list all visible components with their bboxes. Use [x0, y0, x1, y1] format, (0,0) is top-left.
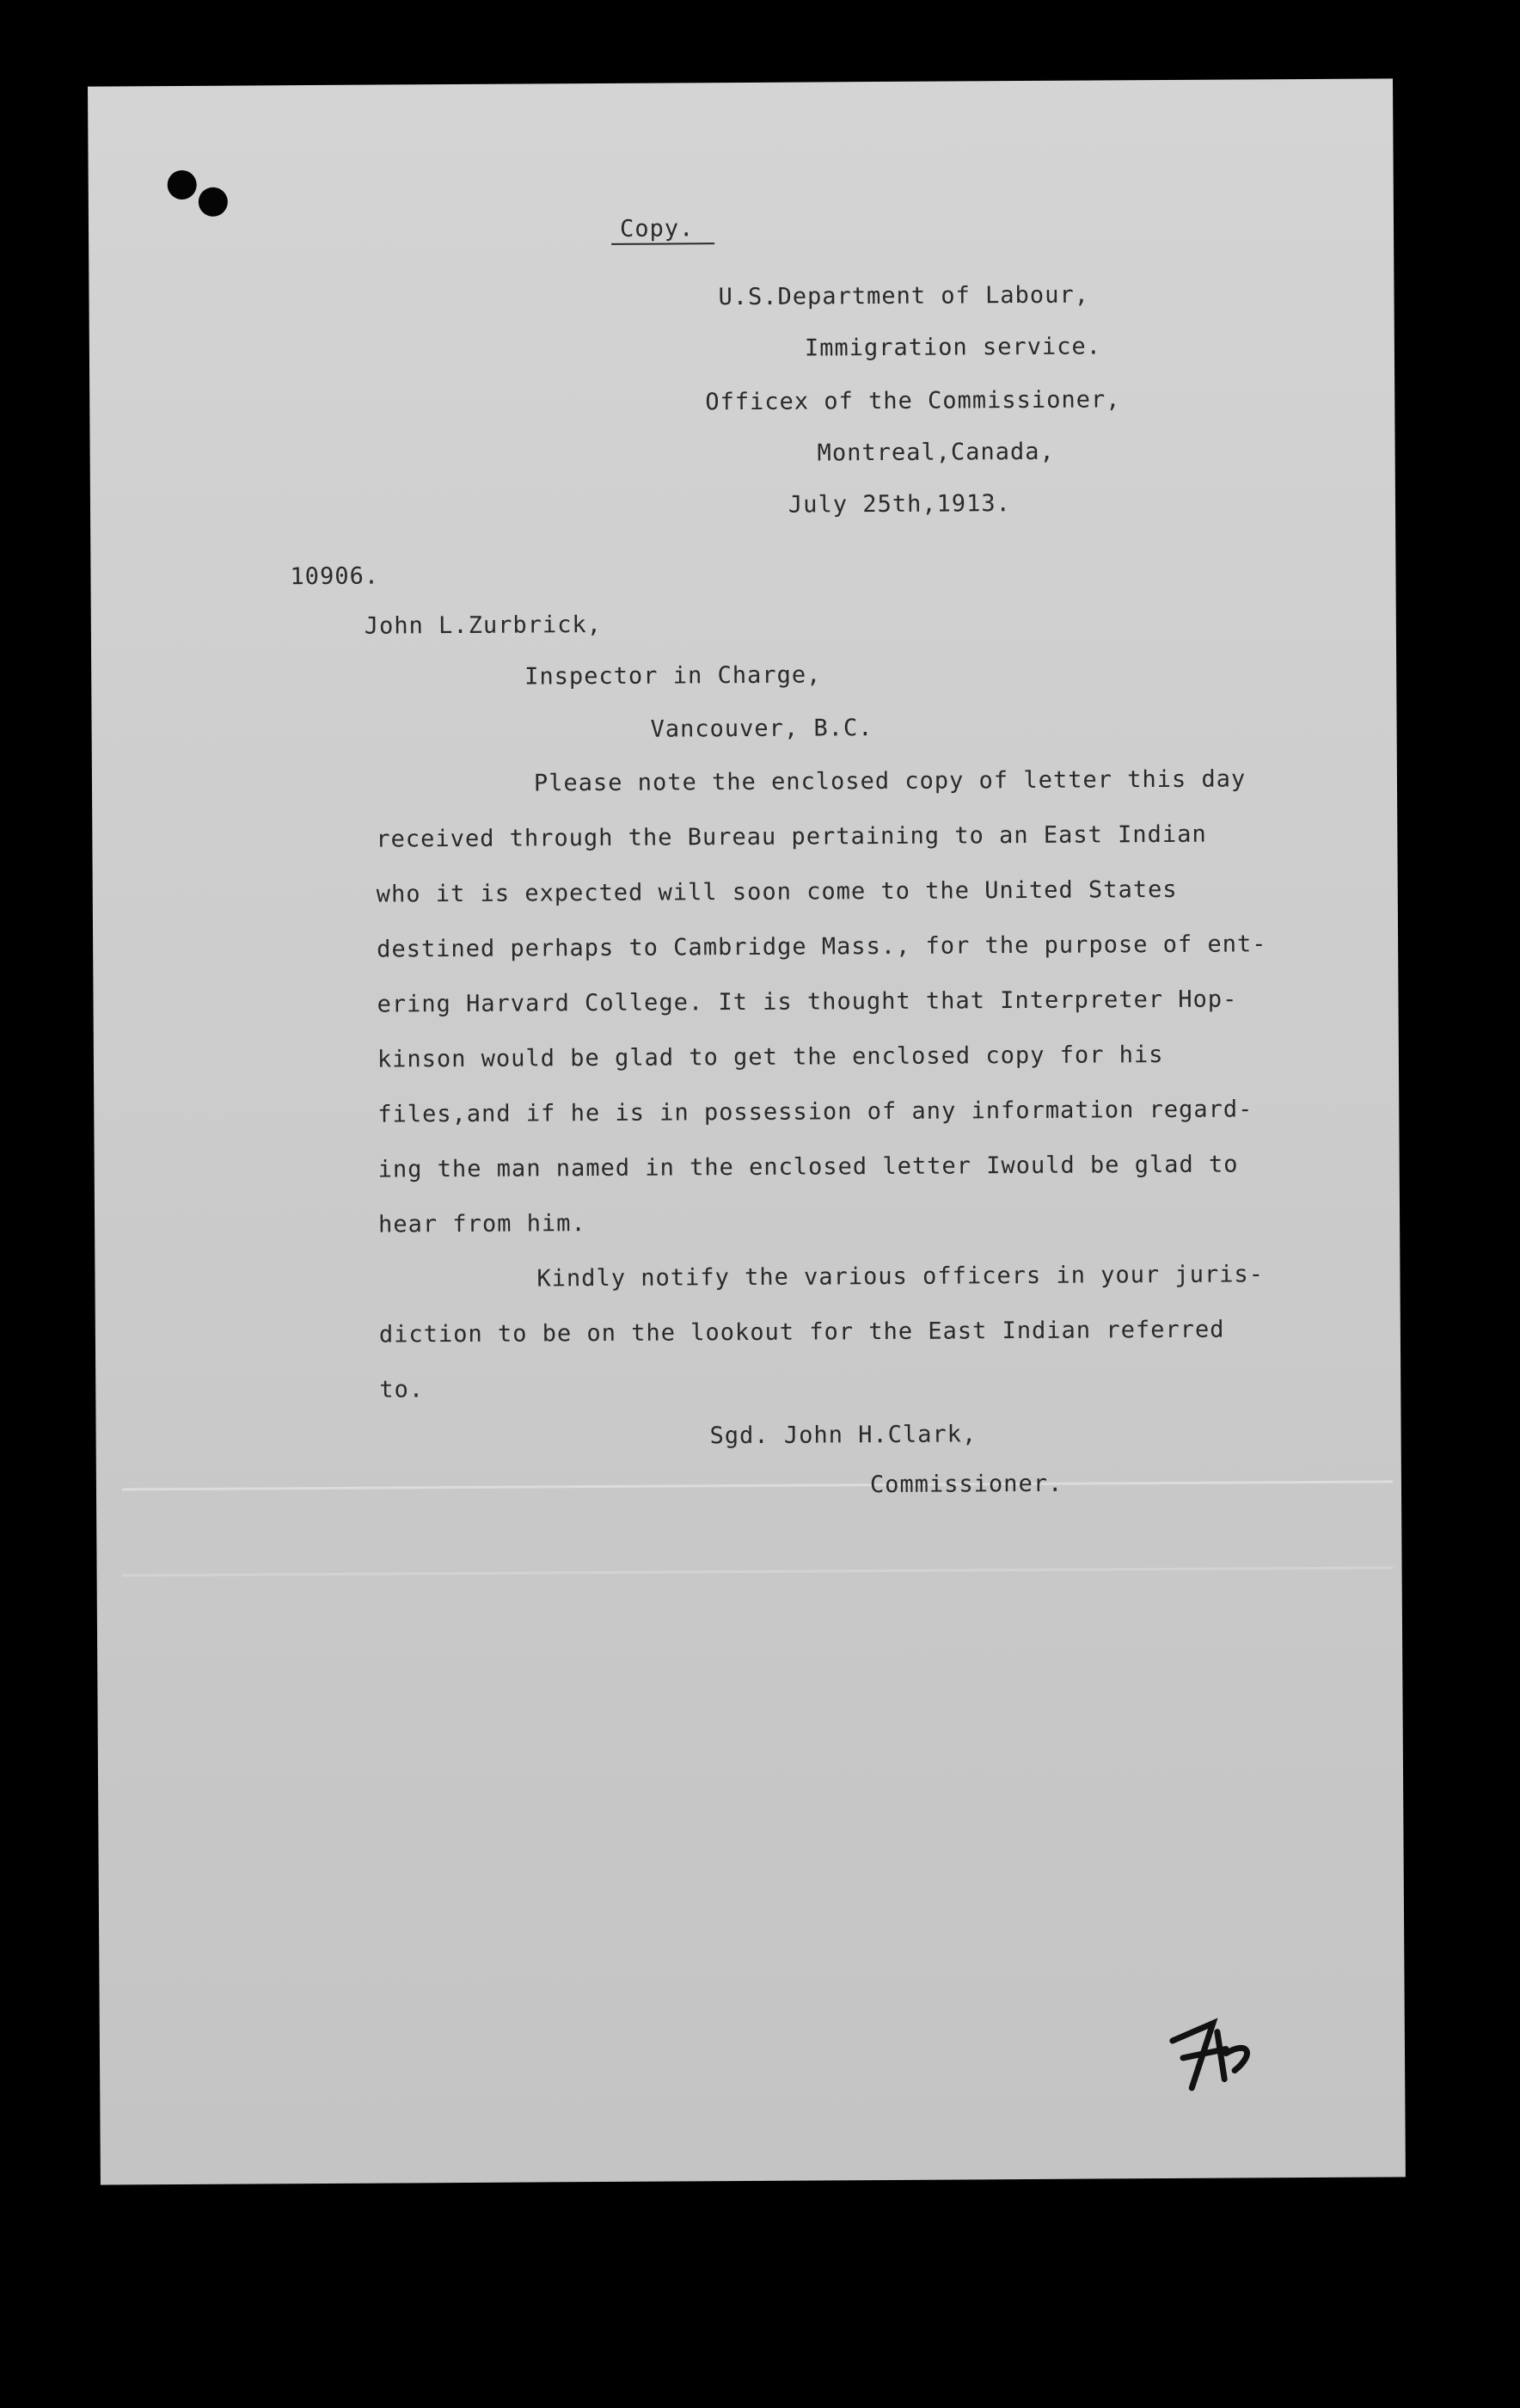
punch-hole-2	[199, 187, 228, 217]
addressee-name: John L.Zurbrick,	[364, 611, 603, 640]
body-line: ering Harvard College. It is thought that Interpreter Hop-	[377, 986, 1238, 1018]
body-line: destined perhaps to Cambridge Mass., for the purpose of ent-	[377, 931, 1267, 963]
letterhead-department: U.S.Department of Labour,	[718, 281, 1090, 311]
fold-line	[123, 1566, 1394, 1576]
body-line: received through the Bureau pertaining to an East Indian	[376, 820, 1207, 853]
signature-line: Sgd. John H.Clark,	[709, 1421, 978, 1450]
body-line: ing the man named in the enclosed letter Iwould be glad to	[377, 1151, 1239, 1183]
file-number: 10906.	[290, 562, 380, 591]
handwritten-mark	[1166, 2006, 1270, 2110]
body-line: to.	[379, 1376, 425, 1404]
letterhead-city: Montreal,Canada,	[817, 438, 1055, 467]
body-line: Kindly notify the various officers in your juris-	[536, 1261, 1265, 1293]
body-line: Please note the enclosed copy of letter this day	[533, 765, 1247, 797]
body-line: diction to be on the lookout for the East Indian referred	[378, 1316, 1225, 1348]
fold-line	[122, 1480, 1393, 1490]
body-line: files,and if he is in possession of any information regard-	[377, 1096, 1253, 1128]
body-line: who it is expected will soon come to the United States	[376, 875, 1178, 908]
letter-date: July 25th,1913.	[788, 490, 1011, 519]
copy-heading: Copy.	[619, 215, 695, 243]
letter-page	[88, 78, 1406, 2184]
punch-hole-1	[168, 170, 197, 200]
letterhead-service: Immigration service.	[804, 333, 1102, 362]
copy-heading-underline	[611, 243, 714, 245]
body-line: hear from him.	[378, 1210, 586, 1238]
addressee-title: Inspector in Charge,	[524, 661, 822, 691]
signature-title: Commissioner.	[869, 1470, 1063, 1499]
addressee-location: Vancouver, B.C.	[650, 715, 873, 743]
letterhead-office: Officex of the Commissioner,	[705, 386, 1121, 416]
body-line: kinson would be glad to get the enclosed copy for his	[377, 1041, 1164, 1073]
